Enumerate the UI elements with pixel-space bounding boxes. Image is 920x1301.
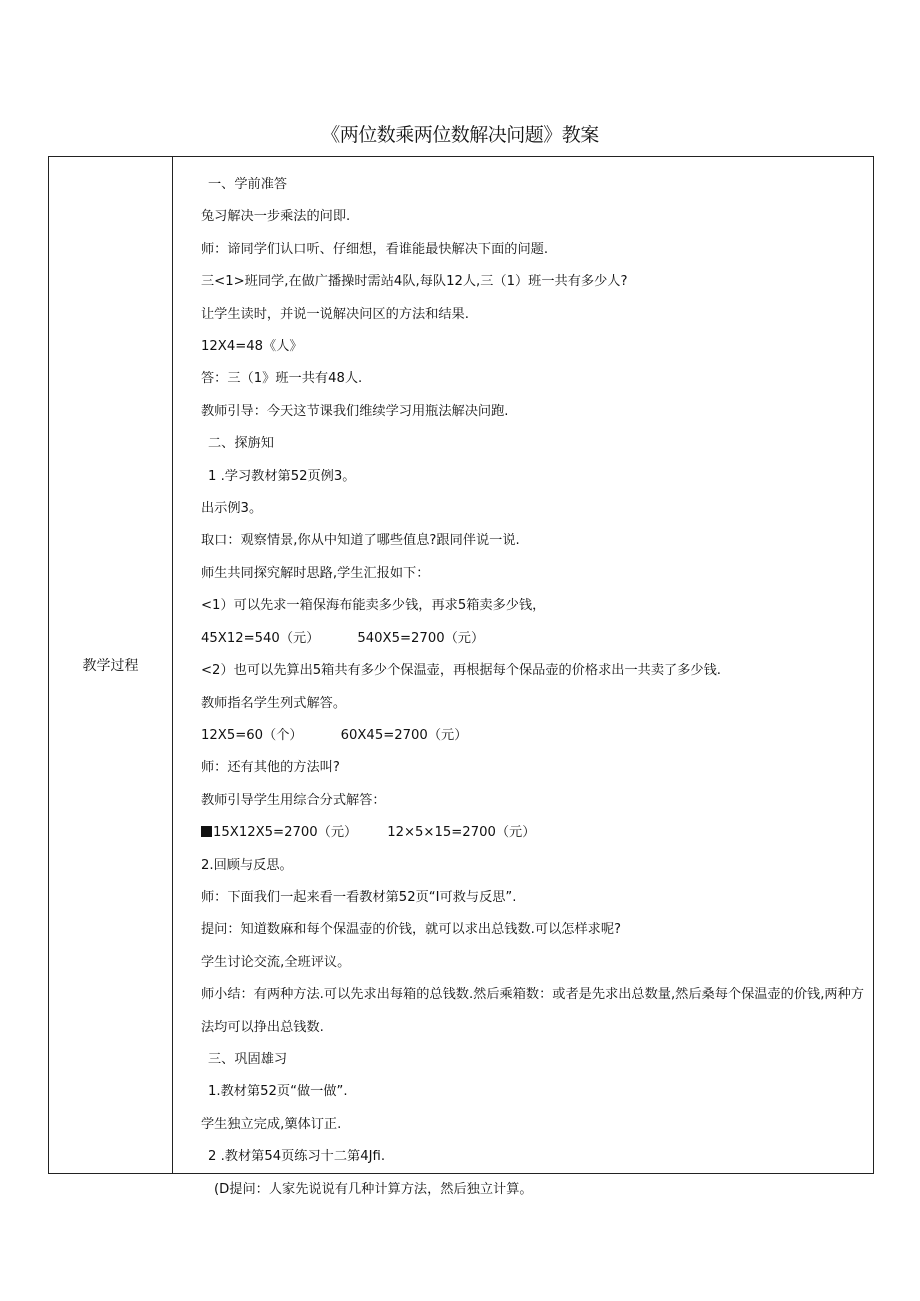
content-line: 出示例3。 — [201, 501, 263, 517]
content-line: 1.教材第52页“做一做”. — [208, 1084, 348, 1100]
content-line: 三<1>班同学,在做广播操时需站4队,每队12人,三（1）班一共有多少人? — [201, 274, 628, 290]
section-label: 教学过程 — [82, 658, 139, 674]
content-line: 2 .教材第54页练习十二第4Jfi. — [208, 1149, 386, 1165]
content-paragraph: 师小结：有两种方法.可以先求出每箱的总钱数.然后乘箱数：或者是先求出总数量,然后桑每个保温壶的价钱,两种方法均可以挣出总钱数. — [201, 987, 864, 1035]
equation: 12×5×15=2700（元） — [387, 825, 536, 841]
content-line: 师：还有其他的方法叫? — [201, 760, 340, 776]
heading-preview: 一、学前准答 — [208, 177, 288, 192]
equation: 540X5=2700（元） — [357, 630, 485, 646]
content-line: 答：三（1》班一共有48人. — [201, 371, 363, 387]
content-line: 取口：观察情景,你从中知道了哪些值息?跟同伴说一说. — [201, 533, 520, 549]
heading-explore: 二、探旃知 — [208, 436, 274, 452]
equation: 12X5=60（个） — [201, 727, 303, 743]
content-line: 让学生读时，并说一说解决问区的方法和结果. — [201, 306, 469, 322]
content-line: 教师引导：今天这节课我们维续学习用瓶法解决问跑. — [201, 403, 509, 419]
content-line: 学生独立完成,篥体订正. — [201, 1116, 342, 1132]
content-line: 学生讨论交流,全班评议。 — [201, 954, 351, 970]
content-line: 教师指名学生列式解答。 — [201, 695, 347, 711]
content-line: 师生共同探究解时思路,学生汇报如下： — [201, 565, 430, 581]
content-line: (D提问：人家先说说有几种计算方法，然后独立计算。 — [214, 1181, 533, 1197]
column-divider — [172, 157, 173, 1173]
content-line: 2.回顾与反思。 — [201, 857, 293, 873]
section-label-cell — [49, 157, 172, 1173]
content-line: 1 .学习教材第52页例3。 — [208, 468, 356, 484]
content-line: 提问：知道数麻和每个保温壶的价钱，就可以求出总钱数.可以怎样求呢? — [201, 922, 622, 938]
content-line: 师：下面我们一起来看一看教材第52页“I可救与反思”. — [201, 889, 517, 905]
equation: 45X12=540（元） — [201, 630, 320, 646]
content-line: 教师引导学生用综合分式解答： — [201, 792, 386, 808]
document-title: 《两位数乘两位数解决问题》教案 — [321, 124, 599, 146]
equation: 15X12X5=2700（元） — [213, 825, 358, 841]
equation-line — [201, 817, 869, 849]
equation-line — [201, 720, 869, 752]
content-line: 12X4=48《人》 — [201, 339, 303, 355]
equation-line — [201, 623, 869, 655]
lesson-table — [48, 156, 874, 1197]
equation: 60X45=2700（元） — [340, 727, 468, 743]
content-cell — [201, 169, 869, 1206]
content-line: <1）可以先求一箱保海布能卖多少钱，再求5箱卖多少钱， — [201, 598, 546, 614]
heading-practice: 三、巩固雄习 — [208, 1051, 288, 1067]
black-square-icon — [201, 826, 212, 837]
content-line: 兔习解决一步乘法的问即. — [201, 209, 351, 225]
content-line: 师：谛同学们认口听、仔细想，看谁能最快解决下面的问题. — [201, 241, 549, 257]
content-line: <2）也可以先算出5箱共有多少个保温壶，再根据每个保品壶的价格求出一共卖了多少钱. — [201, 663, 721, 679]
